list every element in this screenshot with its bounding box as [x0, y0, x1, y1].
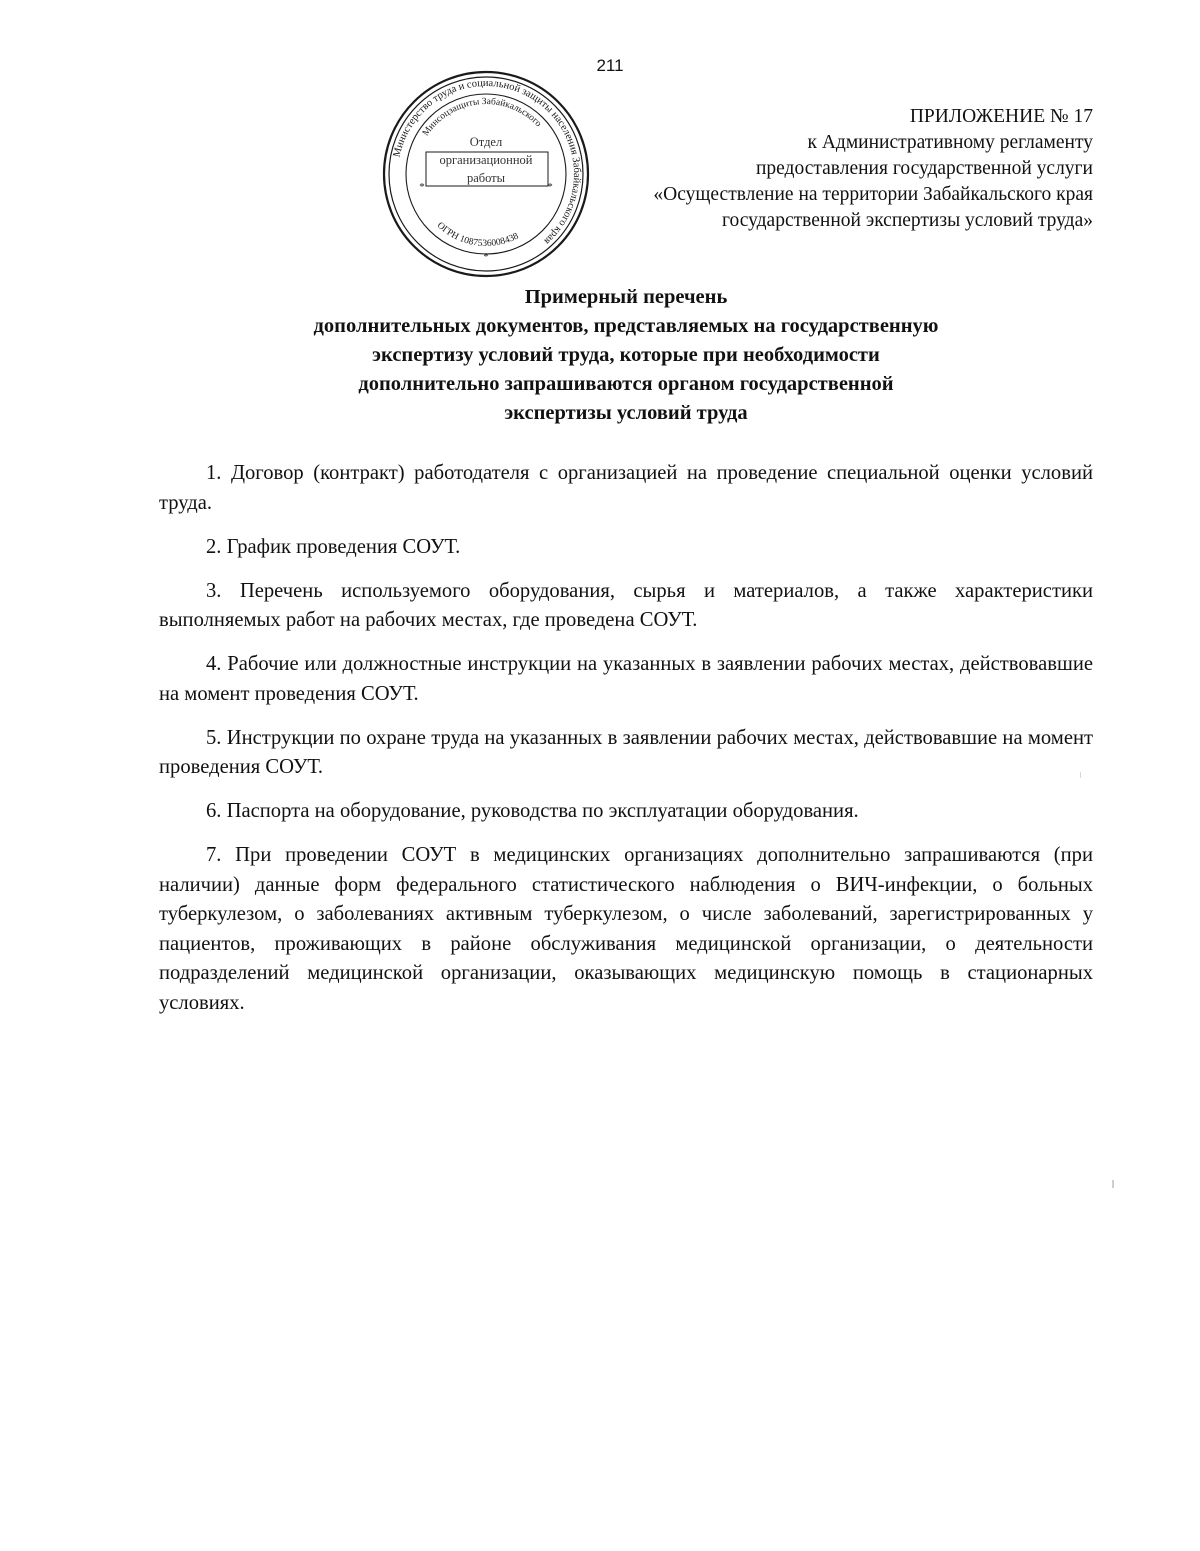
list-item: 3. Перечень используемого оборудования, сырья и материалов, а также характеристики выполняемых работ на рабочих местах, где проведена СОУТ.	[159, 579, 1093, 631]
seal-star-icon: *	[547, 181, 553, 193]
page-number: 211	[596, 56, 624, 75]
appendix-line: к Административному регламенту	[807, 132, 1093, 153]
title-line: дополнительных документов, представляемых на государственную	[313, 315, 939, 337]
title-line: экспертизу условий труда, которые при необходимости	[372, 344, 880, 366]
seal-star-icon: *	[483, 251, 489, 263]
seal-outer-textpath: Министерство труда и социальной защиты населения Забайкальского края	[391, 77, 583, 247]
list-item: 1. Договор (контракт) работодателя с организацией на проведение специальной оценки условий труда.	[159, 462, 1093, 514]
list-item: 7. При проведении СОУТ в медицинских организациях дополнительно запрашиваются (при наличии) данные форм федерального статистического наблюдения о ВИЧ-инфекции, о больных туберкулезом, о заболеваниях активным туберкулезом, о числе заболеваний, зарегистрированных у пациентов, проживающих в районе обслуживания медицинской организации, о деятельности подразделений медицинской организации, оказывающих медицинскую помощь в стационарных условиях.	[159, 844, 1093, 1014]
list-item: 6. Паспорта на оборудование, руководства по эксплуатации оборудования.	[206, 800, 859, 822]
appendix-line: предоставления государственной услуги	[755, 158, 1093, 179]
document-title	[100, 283, 1152, 428]
title-line: экспертизы условий труда	[504, 402, 748, 424]
seal-inner-textpath: Минсоцзащиты Забайкальского	[421, 96, 544, 139]
scan-artifact	[1080, 772, 1081, 778]
list-item: 4. Рабочие или должностные инструкции на указанных в заявлении рабочих местах, действовавшие на момент проведения СОУТ.	[159, 653, 1093, 705]
list-item: 2. График проведения СОУТ.	[206, 535, 461, 558]
seal-center-line: Отдел	[469, 135, 503, 149]
title-line: дополнительно запрашиваются органом государственной	[358, 373, 894, 395]
scan-artifact	[1112, 1180, 1114, 1188]
appendix-header	[533, 104, 1093, 234]
appendix-line: государственной экспертизы условий труда»	[721, 210, 1093, 231]
document-list	[159, 459, 1093, 1033]
seal-center-line: организационной	[439, 153, 533, 167]
appendix-line: «Осуществление на территории Забайкальского края	[653, 184, 1093, 205]
appendix-line: ПРИЛОЖЕНИЕ № 17	[909, 106, 1093, 127]
seal-ogrn-textpath: ОГРН 1087536008438	[434, 220, 521, 250]
list-item: 5. Инструкции по охране труда на указанных в заявлении рабочих местах, действовавшие на момент проведения СОУТ.	[159, 726, 1093, 778]
seal-star-icon: *	[419, 181, 425, 193]
seal-center-line: работы	[466, 171, 506, 185]
title-line: Примерный перечень	[524, 286, 728, 308]
